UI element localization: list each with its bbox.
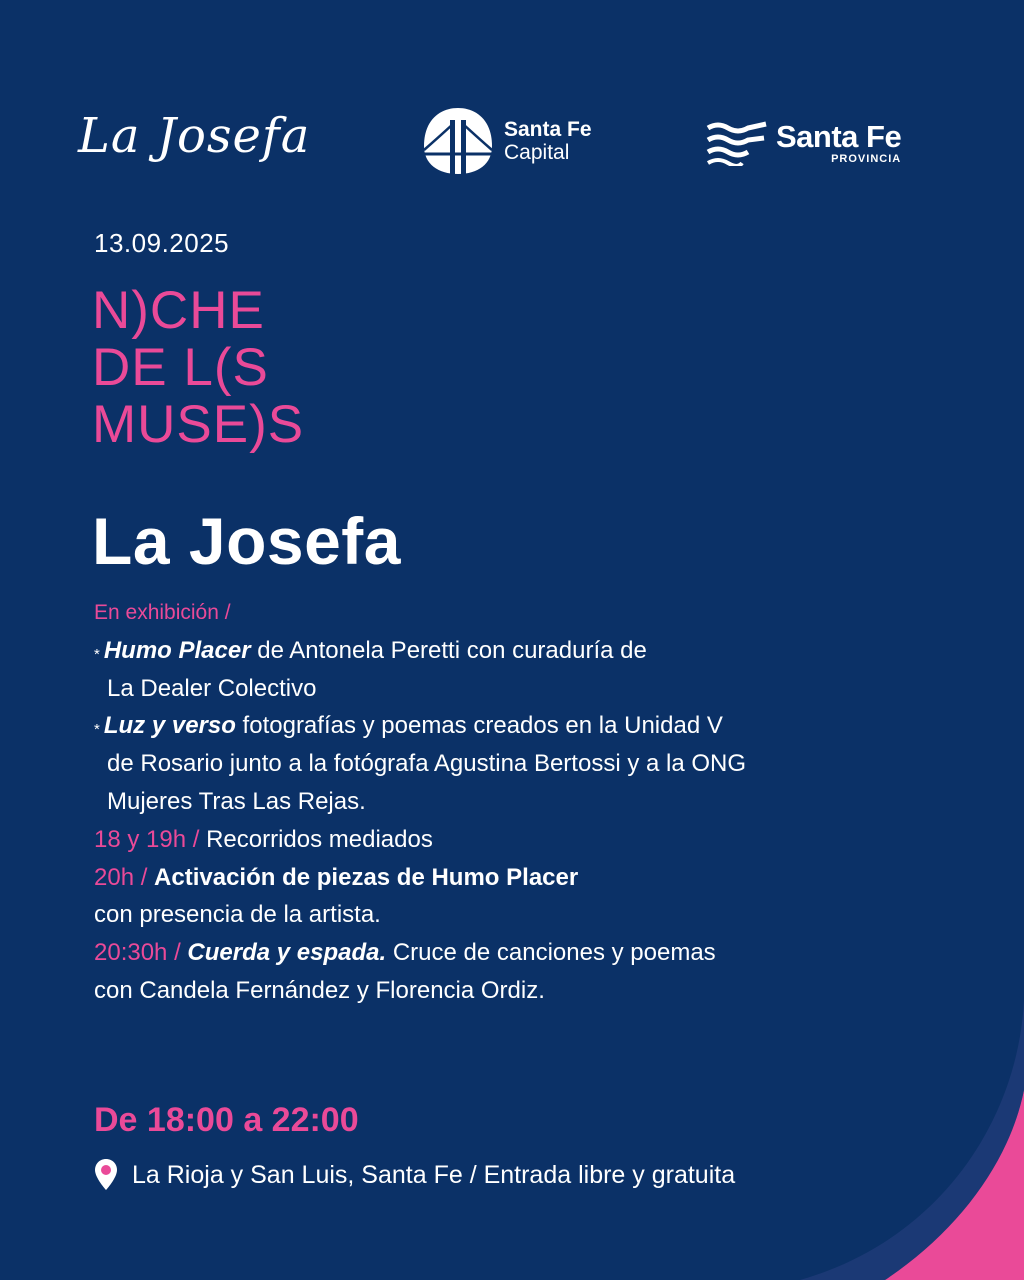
bullet-mark: * [94, 721, 100, 739]
program-item-1 [94, 632, 854, 670]
slot2-title: Activación de piezas de Humo Placer [154, 863, 579, 891]
opening-hours: De 18:00 a 22:00 [94, 1101, 359, 1139]
santa-fe-capital-logo [420, 106, 592, 176]
slot2-time: 20h / [94, 863, 155, 891]
program-item-2 [94, 707, 854, 745]
item1-title: Humo Placer [103, 636, 251, 664]
item2-title: Luz y verso [103, 712, 236, 740]
provincia-logo-line1: Santa Fe [776, 119, 902, 154]
location-pin-icon [94, 1158, 118, 1192]
address-text: La Rioja y San Luis, Santa Fe / Entrada libre y gratuita [132, 1160, 736, 1189]
slot3-text: Cruce de canciones y poemas [386, 939, 716, 967]
item2-text-line2: de Rosario junto a la fotógrafa Agustina Bertossi y a la ONG [107, 750, 747, 778]
event-title [92, 282, 304, 453]
item2-text-line3: Mujeres Tras Las Rejas. [107, 787, 366, 815]
item1-text: de Antonela Peretti con curaduría de [250, 636, 647, 664]
address-line [94, 1158, 735, 1192]
la-josefa-logo: La Josefa [78, 108, 311, 164]
bridge-emblem-icon [420, 106, 496, 176]
provincia-waves-icon [706, 120, 768, 166]
event-date: 13.09.2025 [94, 228, 230, 258]
slot2-text-line2: con presencia de la artista. [94, 901, 381, 929]
schedule-slot-1 [94, 821, 854, 859]
bullet-mark: * [94, 645, 100, 663]
logos-bar [0, 100, 1024, 200]
event-title-line-2: DE L(S [92, 338, 269, 397]
item2-text: fotografías y poemas creados en la Unidad V [235, 712, 723, 740]
provincia-logo-line2: PROVINCIA [831, 153, 902, 165]
slot3-text-line2: con Candela Fernández y Florencia Ordiz. [94, 976, 545, 1004]
capital-logo-line1: Santa Fe [504, 118, 592, 141]
santa-fe-provincia-logo [706, 120, 901, 166]
venue-title: La Josefa [92, 504, 401, 578]
slot1-time: 18 y 19h / [94, 825, 207, 853]
exhibition-label: En exhibición / [94, 601, 231, 624]
program-list [94, 594, 854, 1010]
event-title-line-3: MUSE)S [92, 395, 305, 454]
event-title-line-1: N)CHE [92, 281, 265, 340]
slot3-title: Cuerda y espada. [187, 939, 387, 967]
schedule-slot-3 [94, 934, 854, 972]
slot3-time: 20:30h / [94, 939, 188, 967]
item1-text-line2: La Dealer Colectivo [107, 674, 317, 702]
slot1-text: Recorridos mediados [206, 825, 433, 853]
capital-logo-line2: Capital [504, 141, 570, 164]
schedule-slot-2 [94, 859, 854, 897]
